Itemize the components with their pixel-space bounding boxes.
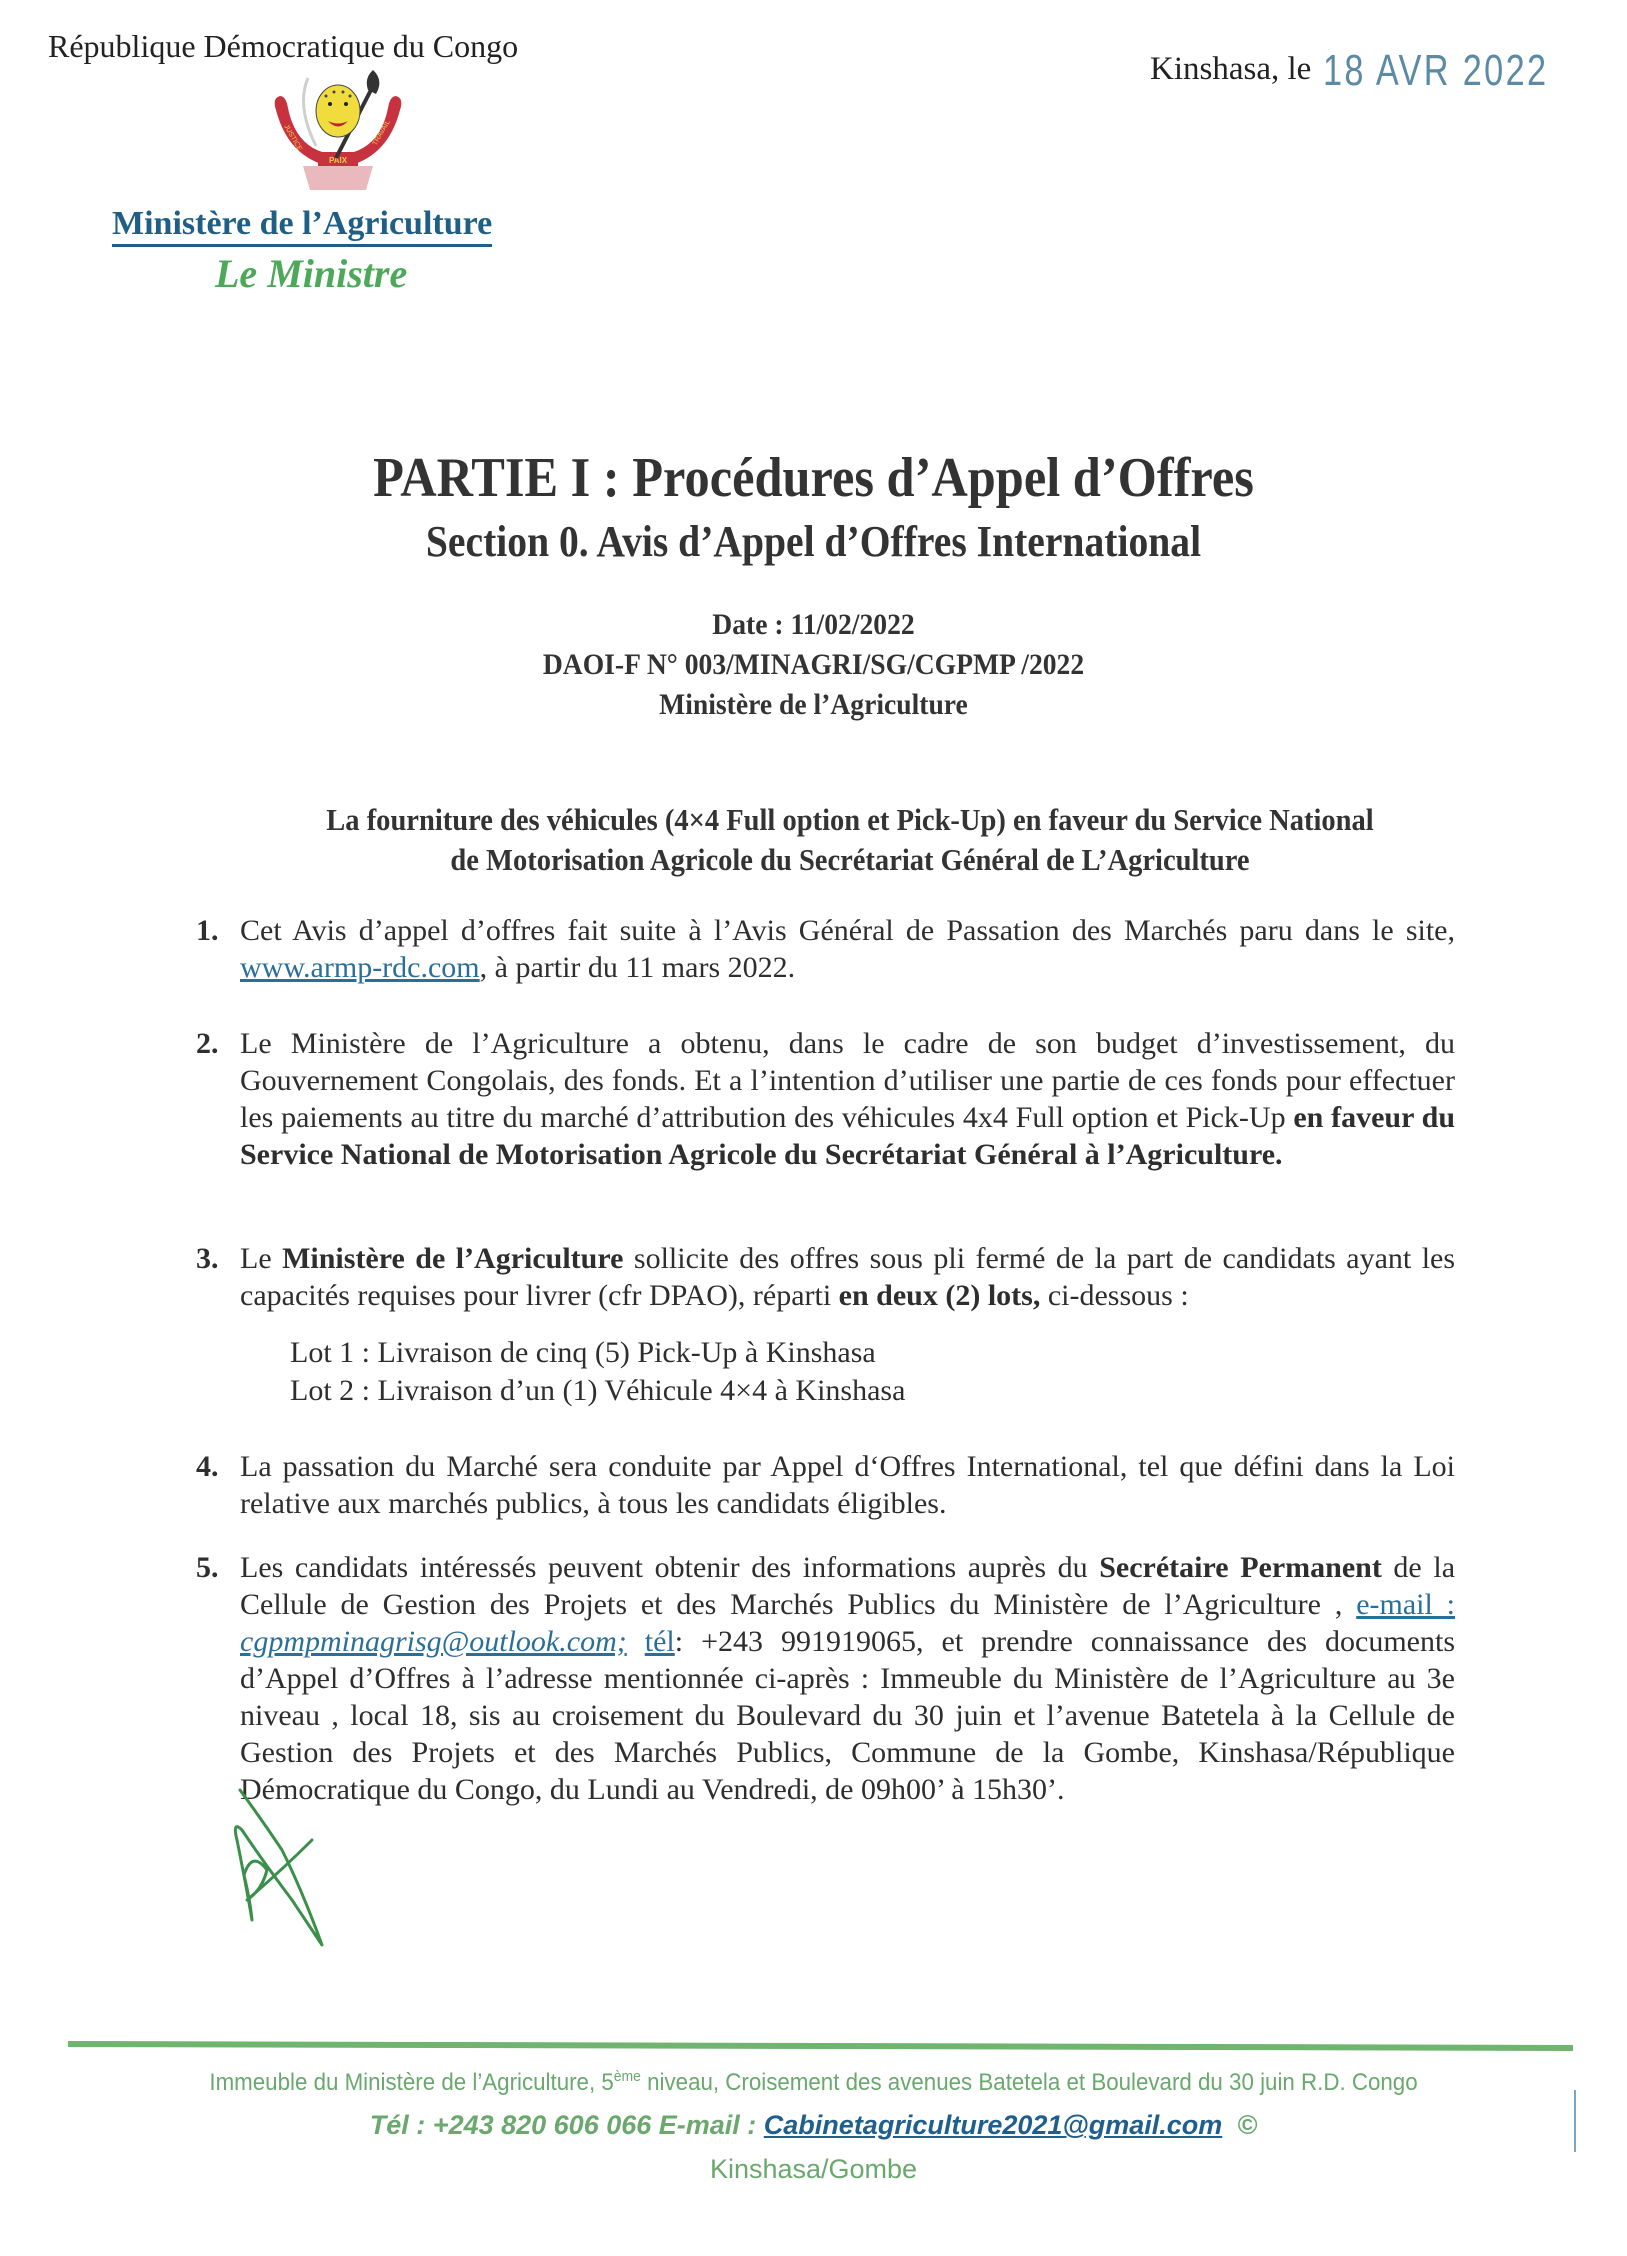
paragraph-text: , à partir du 11 mars 2022. bbox=[479, 951, 796, 984]
footer-address-part: niveau, Croisement des avenues Batetela et Boulevard du 30 juin R.D. Congo bbox=[640, 2069, 1418, 2096]
footer-address-sup: ème bbox=[613, 2068, 641, 2085]
issuing-ministry: Ministère de l’Agriculture bbox=[659, 688, 968, 721]
lot-item-1: Lot 1 : Livraison de cinq (5) Pick-Up à Kinshasa bbox=[290, 1336, 876, 1369]
notice-subject bbox=[252, 800, 1448, 880]
coat-of-arms-icon bbox=[258, 66, 418, 196]
paragraph-text: sollicite des offres sous pli fermé de la part de candidats ayant les capacités requises pour livrer (cfr DPAO), réparti bbox=[240, 1242, 1456, 1312]
paragraph-text: : +243 991919065, et prendre connaissance des documents d’Appel d’Offres à l’adresse mentionnée ci-après : Immeuble du Ministère de l’Agriculture au 3e niveau , local 18, sis au croisement du Boulevard du 30 juin et l’avenue Batetela à la Cellule de Gestion des Projets et des Marchés Publics, Commune de la Gombe, Kinshasa/République Démocratique du Congo, du Lundi au Vendredi, de 09h00’ à 15h30’. bbox=[240, 1625, 1456, 1806]
date-stamp: 18 AVR 2022 bbox=[1323, 46, 1549, 95]
lot-item-2: Lot 2 : Livraison d’un (1) Véhicule 4×4 à Kinshasa bbox=[290, 1374, 906, 1407]
footer-address bbox=[57, 2068, 1570, 2097]
paragraph-4 bbox=[196, 1448, 1455, 1522]
place-date bbox=[1150, 46, 1612, 96]
paragraph-text: Cet Avis d’appel d’offres fait suite à l’Avis Général de Passation des Marchés paru dans le site, bbox=[240, 914, 1455, 947]
paragraph-bold-text: Ministère de l’Agriculture bbox=[282, 1242, 624, 1275]
copyright-icon: © bbox=[1237, 2110, 1258, 2140]
notice-date: Date : 11/02/2022 bbox=[712, 608, 915, 641]
tel-label: tél bbox=[644, 1625, 675, 1658]
paragraph-bold-text: Secrétaire Permanent bbox=[1099, 1551, 1382, 1584]
footer-city: Kinshasa/Gombe bbox=[709, 2154, 918, 2184]
paragraph-3 bbox=[196, 1240, 1456, 1314]
paragraph-bold-text: en faveur du Service National de Motorisation Agricole du Secrétariat Général à l’Agriculture. bbox=[240, 1101, 1456, 1171]
footer-address-part: Immeuble du Ministère de l’Agriculture, 5 bbox=[209, 2069, 614, 2096]
notice-reference: DAOI-F N° 003/MINAGRI/SG/CGPMP /2022 bbox=[542, 648, 1085, 681]
paragraph-text: de la Cellule de Gestion des Projets et des Marchés Publics du Ministère de l’Agriculture , bbox=[240, 1551, 1456, 1621]
paragraph-text: Le bbox=[240, 1242, 283, 1275]
paragraph-number: 4. bbox=[196, 1450, 219, 1483]
section-title: Section 0. Avis d’Appel d’Offres International bbox=[425, 517, 1202, 566]
paragraph-bold-text: en deux (2) lots, bbox=[838, 1279, 1041, 1312]
paragraph-2 bbox=[196, 1025, 1456, 1173]
paragraph-text: La passation du Marché sera conduite par Appel d‘Offres International, tel que défini dans la Loi relative aux marchés publics, à tous les candidats éligibles. bbox=[240, 1450, 1455, 1520]
email-label: e-mail : bbox=[1356, 1588, 1455, 1621]
minister-title: Le Ministre bbox=[215, 251, 408, 296]
subject-line-2: de Motorisation Agricole du Secrétariat Général de L’Agriculture bbox=[450, 842, 1250, 877]
armp-website-link[interactable]: www.armp-rdc.com bbox=[240, 951, 480, 984]
paragraph-number: 5. bbox=[196, 1551, 219, 1584]
paragraph-text: Les candidats intéressés peuvent obtenir des informations auprès du bbox=[240, 1551, 1100, 1584]
footer-email-link[interactable]: Cabinetagriculture2021@gmail.com bbox=[763, 2110, 1223, 2140]
city-prefix: Kinshasa, le bbox=[1150, 51, 1312, 87]
subject-line-1: La fourniture des véhicules (4×4 Full option et Pick-Up) en faveur du Service National bbox=[326, 802, 1374, 837]
footer-phone: Tél : +243 820 606 066 E-mail : bbox=[369, 2110, 764, 2140]
contact-email-link[interactable]: cgpmpminagrisg@outlook.com; bbox=[240, 1625, 627, 1658]
paragraph-5 bbox=[196, 1549, 1456, 1808]
paragraph-number: 2. bbox=[196, 1027, 219, 1060]
paragraph-text: Le Ministère de l’Agriculture a obtenu, dans le cadre de son budget d’investissement, du Gouvernement Congolais, des fonds. Et a l’intention d’utiliser une partie de ces fonds pour effectuer les paiements au titre du marché d’attribution des véhicules 4x4 Full option et Pick-Up bbox=[240, 1027, 1455, 1134]
handwritten-signature-icon bbox=[222, 1780, 332, 1950]
paragraph-number: 1. bbox=[196, 914, 219, 947]
country-name: République Démocratique du Congo bbox=[48, 28, 519, 64]
paragraph-text: ci-dessous : bbox=[1040, 1279, 1189, 1312]
svg-text:PAIX: PAIX bbox=[328, 156, 348, 165]
paragraph-number: 3. bbox=[196, 1242, 219, 1275]
paragraph-1 bbox=[196, 912, 1455, 986]
svg-text:JUSTICE: JUSTICE bbox=[282, 123, 303, 153]
lots-list bbox=[290, 1334, 905, 1410]
svg-text:TRAVAIL: TRAVAIL bbox=[371, 119, 392, 147]
ministry-title: Ministère de l’Agriculture bbox=[112, 204, 492, 247]
footer-divider bbox=[68, 2041, 1573, 2051]
part-title: PARTIE I : Procédures d’Appel d’Offres bbox=[373, 447, 1254, 509]
footer-contact bbox=[0, 2110, 1627, 2141]
